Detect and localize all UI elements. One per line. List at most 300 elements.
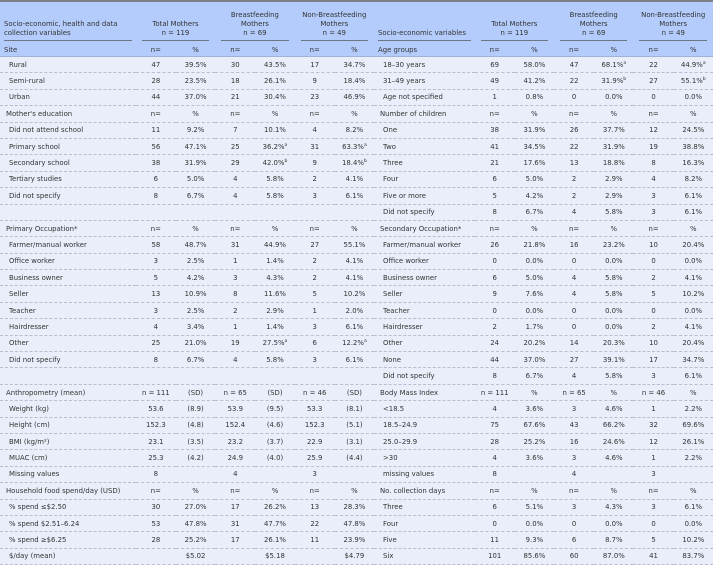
cell-text: 3.6%: [525, 454, 544, 463]
count-cell: [215, 253, 255, 269]
table-row: [0, 155, 713, 171]
count-cell: [554, 302, 594, 318]
cell-text: 2.9%: [605, 191, 623, 200]
count-cell: [554, 270, 594, 286]
percent-cell: [594, 171, 633, 187]
cell-text: % spend ≤$2.50: [9, 503, 67, 512]
cell-text: Anthropometry (mean): [6, 388, 86, 397]
count-cell: [295, 237, 335, 253]
row-label: [374, 352, 475, 368]
count-cell: [295, 335, 335, 351]
cell-text: n=: [648, 46, 659, 54]
percent-cell: [255, 270, 294, 286]
table-row: [0, 122, 713, 138]
count-cell: [633, 89, 673, 105]
count-cell: [633, 483, 673, 499]
cell-text: 47.8%: [343, 519, 366, 528]
cell-text: 6: [492, 273, 497, 282]
cell-text: 10.1%: [264, 126, 286, 135]
cell-text: Five: [383, 536, 397, 545]
percent-cell: [594, 57, 633, 73]
percent-cell: [255, 417, 294, 433]
percent-cell: [515, 122, 554, 138]
count-cell: [215, 532, 255, 548]
cell-text: 20.4%: [682, 240, 705, 249]
cell-text: 44.9%: [680, 60, 703, 69]
cell-text: 23.9%: [343, 536, 366, 545]
cell-text: 8: [233, 290, 238, 299]
count-cell: [475, 302, 515, 318]
cell-text: %: [610, 224, 618, 233]
count-cell: [554, 122, 594, 138]
count-cell: [475, 204, 515, 220]
percent-cell: [255, 548, 294, 564]
cell-text: Office worker: [9, 257, 55, 266]
footnote-marker: a: [284, 142, 288, 148]
count-cell: [215, 286, 255, 302]
cell-text: 10.2%: [682, 290, 705, 299]
cell-text: $5.18: [265, 552, 285, 561]
right-total-mothers-header: Total Mothers n = 119: [475, 2, 554, 44]
count-cell: [633, 499, 673, 515]
section-label: [0, 106, 136, 122]
percent-cell: [255, 466, 294, 482]
cell-text: n=: [309, 46, 320, 54]
count-cell: [136, 450, 176, 466]
percent-cell: [335, 384, 374, 400]
cell-text: Business owner: [9, 273, 63, 282]
section-label: [0, 220, 136, 236]
row-label: [374, 188, 475, 204]
cell-text: Farmer/manual worker: [383, 240, 461, 249]
cell-text: 5.1%: [525, 503, 544, 512]
cell-text: n = 111: [142, 388, 170, 397]
section-row: [0, 384, 713, 400]
cell-text: %: [531, 224, 538, 233]
percent-cell: [255, 171, 294, 187]
cell-text: 3.6%: [525, 404, 544, 413]
cell-text: 20.4%: [682, 339, 705, 348]
cell-text: 48.7%: [184, 240, 207, 249]
cell-text: 9.2%: [186, 126, 205, 135]
cell-text: 27: [649, 77, 658, 86]
row-label: [374, 57, 475, 73]
count-cell: [295, 401, 335, 417]
cell-text: 0: [571, 257, 577, 266]
cell-text: 47: [151, 60, 161, 69]
count-cell: [295, 89, 335, 105]
cell-text: 37.0%: [184, 93, 207, 102]
count-cell: [633, 433, 673, 449]
count-cell: [136, 417, 176, 433]
cell-text: 5.0%: [186, 175, 205, 184]
cell-text: 0.0%: [605, 306, 623, 315]
footnote-marker: b: [284, 159, 288, 165]
count-cell: [295, 286, 335, 302]
cell-text: Age not specified: [383, 93, 443, 102]
cell-text: 6.1%: [684, 503, 703, 512]
count-cell: [475, 548, 515, 564]
row-label: [374, 433, 475, 449]
cell-text: 13: [151, 290, 161, 299]
count-cell: [215, 335, 255, 351]
percent-cell: [335, 335, 374, 351]
cell-text: 27: [569, 355, 579, 364]
cell-text: 2: [312, 273, 317, 282]
cell-text: 9: [492, 290, 497, 299]
footnote-marker: a: [623, 60, 627, 66]
cell-text: 0.0%: [684, 306, 703, 315]
cell-text: 36.2%: [262, 142, 285, 151]
cell-text: 0: [492, 519, 497, 528]
count-cell: [136, 319, 176, 335]
cell-text: None: [383, 355, 402, 364]
count-cell: [554, 253, 594, 269]
cell-text: 2: [492, 322, 497, 331]
cell-text: Age groups: [378, 46, 418, 54]
percent-cell: [515, 352, 554, 368]
count-cell: [554, 237, 594, 253]
count-cell: [136, 73, 176, 89]
cell-text: 0: [571, 322, 577, 331]
row-label: [0, 319, 136, 335]
cell-text: 37.7%: [602, 126, 625, 135]
cell-text: 8.2%: [345, 126, 364, 135]
count-cell: [295, 499, 335, 515]
count-cell: [554, 73, 594, 89]
cell-text: 5: [492, 191, 497, 200]
cell-text: 55.1%: [343, 240, 366, 249]
percent-cell: [335, 89, 374, 105]
cell-text: 2.9%: [605, 175, 623, 184]
cell-text: Height (cm): [9, 421, 50, 430]
cell-text: 8: [153, 355, 159, 364]
cell-text: 4.2%: [186, 273, 205, 282]
row-label: [374, 302, 475, 318]
cell-text: 152.4: [225, 421, 246, 430]
cell-text: (4.0): [266, 454, 284, 463]
row-label: [0, 155, 136, 171]
cell-text: 4.1%: [684, 273, 703, 282]
count-cell: [633, 270, 673, 286]
cell-text: 30: [151, 503, 161, 512]
count-cell: [475, 89, 515, 105]
cell-text: 4.1%: [345, 273, 364, 282]
row-label: [0, 515, 136, 531]
count-cell: [475, 253, 515, 269]
cell-text: 16.3%: [682, 159, 705, 168]
table-row: [0, 335, 713, 351]
row-label: [0, 89, 136, 105]
row-label: [0, 302, 136, 318]
percent-cell: [594, 368, 633, 384]
count-cell: [475, 466, 515, 482]
percent-cell: [176, 352, 215, 368]
percent-cell: [674, 433, 713, 449]
percent-cell: [176, 499, 215, 515]
cell-text: n=: [309, 486, 320, 495]
cell-text: 11: [151, 126, 161, 135]
cell-text: %: [531, 46, 538, 54]
count-cell: [554, 384, 594, 400]
percent-cell: [176, 384, 215, 400]
percent-cell: [515, 155, 554, 171]
footnote-marker: a: [363, 142, 367, 148]
cell-text: 0.0%: [525, 257, 544, 266]
cell-text: 46.9%: [343, 93, 366, 102]
cell-text: 60: [569, 552, 579, 561]
table-row: [0, 302, 713, 318]
count-cell: [136, 286, 176, 302]
cell-text: 18–30 years: [383, 60, 426, 69]
percent-cell: [674, 44, 713, 57]
percent-cell: [674, 352, 713, 368]
right-breastfeeding-header: Breastfeeding Mothers n = 69: [554, 2, 633, 44]
count-cell: [633, 548, 673, 564]
percent-cell: [515, 106, 554, 122]
count-cell: [295, 319, 335, 335]
cell-text: 47.7%: [264, 519, 286, 528]
cell-text: 1.4%: [266, 322, 284, 331]
table-row: [0, 188, 713, 204]
cell-text: %: [690, 388, 697, 397]
table-row: [0, 433, 713, 449]
percent-cell: [176, 335, 215, 351]
footnote-marker: a: [702, 60, 706, 66]
table-row: [0, 466, 713, 482]
cell-text: 4: [153, 322, 159, 331]
cell-text: 53: [151, 519, 161, 528]
cell-text: 38.8%: [682, 142, 705, 151]
percent-cell: [594, 532, 633, 548]
cell-text: n=: [150, 224, 161, 233]
percent-cell: [255, 204, 294, 220]
cell-text: 3: [233, 273, 238, 282]
count-cell: [554, 286, 594, 302]
cell-text: 101: [488, 552, 502, 561]
row-label: [374, 237, 475, 253]
cell-text: Body Mass Index: [380, 388, 439, 397]
cell-text: 47: [569, 60, 579, 69]
percent-cell: [674, 450, 713, 466]
cell-text: (4.8): [187, 421, 204, 430]
cell-text: 27: [310, 240, 320, 249]
cell-text: 3: [312, 355, 317, 364]
cell-text: Household food spend/day (USD): [6, 486, 121, 495]
percent-cell: [176, 253, 215, 269]
cell-text: 68.1%: [601, 60, 624, 69]
cell-text: Did not attend school: [9, 126, 84, 135]
count-cell: [554, 532, 594, 548]
cell-text: 17: [649, 355, 658, 364]
row-label: [374, 450, 475, 466]
count-cell: [136, 122, 176, 138]
row-label: [0, 57, 136, 73]
row-label: [0, 433, 136, 449]
count-cell: [475, 57, 515, 73]
cell-text: 5.8%: [605, 208, 623, 217]
cell-text: Did not specify: [9, 355, 61, 364]
count-cell: [633, 319, 673, 335]
percent-cell: [255, 368, 294, 384]
percent-cell: [515, 171, 554, 187]
percent-cell: [335, 466, 374, 482]
cell-text: 17.6%: [523, 159, 546, 168]
percent-cell: [255, 286, 294, 302]
count-cell: [295, 44, 335, 57]
row-label: [374, 401, 475, 417]
cell-text: 9.3%: [525, 536, 544, 545]
percent-cell: [674, 89, 713, 105]
percent-cell: [674, 138, 713, 154]
cell-text: 39.1%: [602, 355, 625, 364]
cell-text: %: [610, 46, 618, 54]
cell-text: n=: [648, 224, 659, 233]
count-cell: [136, 515, 176, 531]
cell-text: 3: [651, 191, 656, 200]
count-cell: [136, 433, 176, 449]
count-cell: [215, 548, 255, 564]
cell-text: 0: [651, 93, 656, 102]
percent-cell: [255, 138, 294, 154]
percent-cell: [515, 89, 554, 105]
cell-text: 4: [651, 175, 656, 184]
percent-cell: [674, 466, 713, 482]
cell-text: 2: [312, 175, 317, 184]
percent-cell: [515, 270, 554, 286]
percent-cell: [594, 188, 633, 204]
cell-text: 25: [151, 339, 161, 348]
percent-cell: [255, 188, 294, 204]
count-cell: [215, 171, 255, 187]
footnote-marker: b: [363, 159, 367, 165]
cell-text: 3: [312, 470, 317, 479]
row-label: [374, 515, 475, 531]
cell-text: Seller: [383, 290, 403, 299]
cell-text: 24.5%: [682, 126, 705, 135]
cell-text: 67.6%: [523, 421, 546, 430]
cell-text: 31.9%: [523, 126, 546, 135]
percent-cell: [515, 384, 554, 400]
cell-text: (8.1): [346, 404, 363, 413]
cell-text: 3: [312, 322, 317, 331]
cell-text: % spend ≥$6.25: [9, 536, 67, 545]
cell-text: 18.8%: [602, 159, 625, 168]
percent-cell: [176, 106, 215, 122]
percent-cell: [515, 401, 554, 417]
cell-text: 5.0%: [525, 175, 544, 184]
cell-text: 1: [651, 454, 656, 463]
row-label: [374, 286, 475, 302]
row-label: [0, 368, 136, 384]
percent-cell: [335, 286, 374, 302]
cell-text: 0.0%: [684, 93, 703, 102]
cell-text: $4.79: [344, 552, 365, 561]
count-cell: [136, 89, 176, 105]
cell-text: No. collection days: [380, 486, 446, 495]
count-cell: [215, 57, 255, 73]
cell-text: 43.5%: [264, 60, 286, 69]
cell-text: 6.7%: [186, 191, 205, 200]
count-cell: [215, 89, 255, 105]
table-body: [0, 57, 713, 565]
percent-cell: [515, 73, 554, 89]
section-label: [374, 384, 475, 400]
count-cell: [633, 73, 673, 89]
count-cell: [633, 57, 673, 73]
cell-text: Secondary school: [9, 159, 70, 168]
count-cell: [136, 106, 176, 122]
cell-text: 17: [230, 536, 240, 545]
cell-text: 3: [651, 208, 656, 217]
count-cell: [633, 286, 673, 302]
row-label: [0, 122, 136, 138]
cell-text: Seller: [9, 290, 29, 299]
row-label: [0, 171, 136, 187]
count-cell: [215, 204, 255, 220]
cell-text: 34.7%: [682, 355, 705, 364]
row-label: [374, 368, 475, 384]
cell-text: $/day (mean): [9, 552, 56, 561]
percent-cell: [335, 220, 374, 236]
section-row: [0, 483, 713, 499]
cell-text: 21: [490, 159, 500, 168]
cell-text: 4.3%: [266, 273, 284, 282]
row-label: [0, 335, 136, 351]
cell-text: 58.0%: [523, 60, 546, 69]
cell-text: 6: [153, 175, 159, 184]
percent-cell: [335, 352, 374, 368]
cell-text: Four: [383, 175, 399, 184]
count-cell: [295, 106, 335, 122]
count-cell: [475, 237, 515, 253]
cell-text: %: [271, 109, 279, 118]
count-cell: [475, 483, 515, 499]
count-cell: [215, 106, 255, 122]
row-label: [374, 89, 475, 105]
percent-cell: [674, 548, 713, 564]
count-cell: [136, 138, 176, 154]
cell-text: Teacher: [9, 306, 36, 315]
count-cell: [554, 106, 594, 122]
cell-text: n=: [309, 109, 320, 118]
count-cell: [554, 89, 594, 105]
percent-cell: [674, 122, 713, 138]
percent-cell: [515, 466, 554, 482]
percent-cell: [515, 237, 554, 253]
cell-text: 22: [649, 60, 658, 69]
percent-cell: [335, 122, 374, 138]
row-label: [374, 417, 475, 433]
cell-text: 26.2%: [264, 503, 286, 512]
cell-text: %: [610, 486, 618, 495]
table-row: [0, 237, 713, 253]
count-cell: [633, 302, 673, 318]
count-cell: [295, 171, 335, 187]
left-variables-header: Socio-economic, health and data collection variables: [0, 2, 136, 44]
percent-cell: [515, 532, 554, 548]
percent-cell: [594, 220, 633, 236]
percent-cell: [674, 401, 713, 417]
percent-cell: [335, 270, 374, 286]
count-cell: [136, 499, 176, 515]
cell-text: n = 46: [641, 388, 666, 397]
count-cell: [475, 73, 515, 89]
cell-text: 26.1%: [682, 437, 705, 446]
percent-cell: [515, 548, 554, 564]
cell-text: 13: [569, 159, 579, 168]
count-cell: [215, 138, 255, 154]
